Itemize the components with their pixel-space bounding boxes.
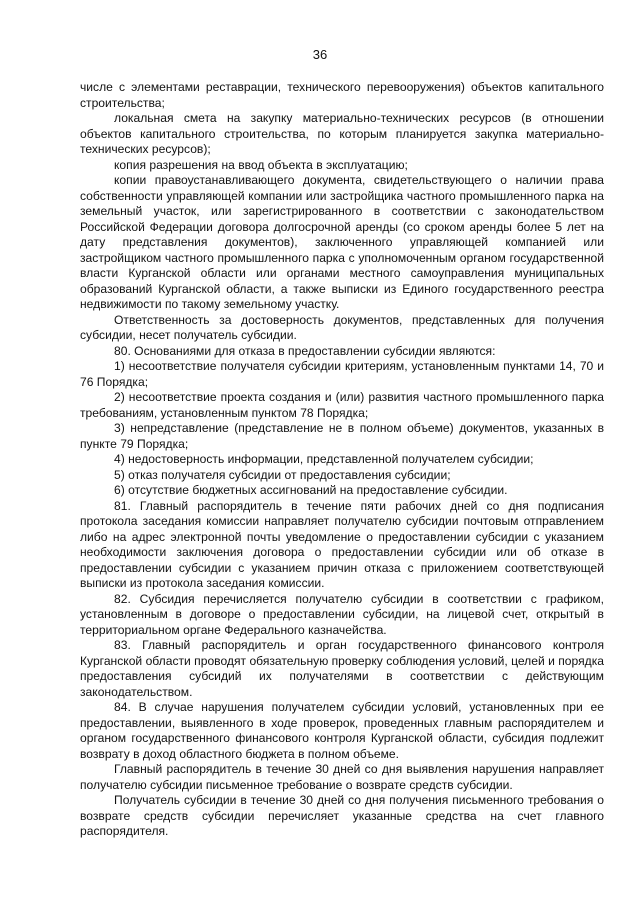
page-number: 36: [312, 47, 328, 62]
paragraph-82: 82. Субсидия перечисляется получателю субсидии в соответствии с графиком, установленным в договоре о предоставлении субсидии, на лицевой счет, открытый в территориальном органе Федерального казначейства.: [80, 591, 604, 637]
paragraph-84-demand: Главный распорядитель в течение 30 дней со дня выявления нарушения направляет получателю субсидии письменное требование о возврате средств субсидии.: [80, 762, 604, 792]
paragraph-80-item-4: 4) недостоверность информации, представленной получателем субсидии;: [114, 452, 534, 466]
paragraph-84-refund: Получатель субсидии в течение 30 дней со дня получения письменного требования о возврате средств субсидии перечисляет указанные средства на счет главного распорядителя.: [80, 793, 604, 838]
document-body: [80, 80, 604, 840]
paragraph-responsibility: Ответственность за достоверность документов, представленных для получения субсидии, несет получатель субсидии.: [80, 312, 604, 342]
paragraph-80-item-6: 6) отсутствие бюджетных ассигнований на предоставление субсидии.: [114, 483, 508, 497]
paragraph-continuation: числе с элементами реставрации, технического перевооружения) объектов капитального строительства;: [80, 80, 604, 110]
paragraph-81: 81. Главный распорядитель в течение пяти рабочих дней со дня подписания протокола заседания комиссии направляет получателю субсидии почтовым отправлением либо на адрес электронной почты уведомление о предоставлении субсидии с указанием необходимости заключения договора о предоставлении субсидии или об отказе в предоставлении субсидии с указанием причин отказа с приложением соответствующей выписки из протокола заседания комиссии.: [80, 498, 604, 590]
paragraph-84: 84. В случае нарушения получателем субсидии условий, установленных при ее предоставлении, выявленного в ходе проверок, проведенных главным распорядителем и органом государственного финансового контроля Курганской области, субсидия подлежит возврату в доход областного бюджета в полном объеме.: [80, 700, 604, 761]
paragraph-permit-copy: копия разрешения на ввод объекта в эксплуатацию;: [114, 157, 408, 172]
paragraph-80-item-2: 2) несоответствие проекта создания и (или) развития частного промышленного парка требованиям, установленным пунктом 78 Порядка;: [80, 390, 604, 420]
paragraph-80-item-5: 5) отказ получателя субсидии от предоставления субсидии;: [114, 467, 451, 482]
paragraph-80-item-3: 3) непредставление (представление не в полном объеме) документов, указанных в пункте 79 Порядка;: [80, 421, 604, 451]
paragraph-80-item-1: 1) несоответствие получателя субсидии критериям, установленным пунктами 14, 70 и 76 Порядка;: [80, 359, 604, 389]
paragraph-local-estimate: локальная смета на закупку материально-технических ресурсов (в отношении объектов капитального строительства, по которым планируется закупка материально-технических ресурсов);: [80, 111, 604, 156]
paragraph-83: 83. Главный распорядитель и орган государственного финансового контроля Курганской области проводят обязательную проверку соблюдения условий, целей и порядка предоставления субсидий их получателями в соответствии с действующим законодательством.: [80, 638, 604, 699]
paragraph-title-documents: копии правоустанавливающего документа, свидетельствующего о наличии права собственности управляющей компании или застройщика частного промышленного парка на земельный участок, или зарегистрированного в соответствии с законодательством Российской Федерации договора долгосрочной аренды (со сроком аренды более 5 лет на дату представления документов), заключенного управляющей компанией или застройщиком частного промышленного парка с уполномоченным органом государственной власти Курганской области или органами местного самоуправления муниципальных образований Курганской области, а также выписки из Единого государственного реестра недвижимости по такому земельному участку.: [80, 173, 604, 311]
paragraph-80: 80. Основаниями для отказа в предоставлении субсидии являются:: [114, 343, 496, 358]
